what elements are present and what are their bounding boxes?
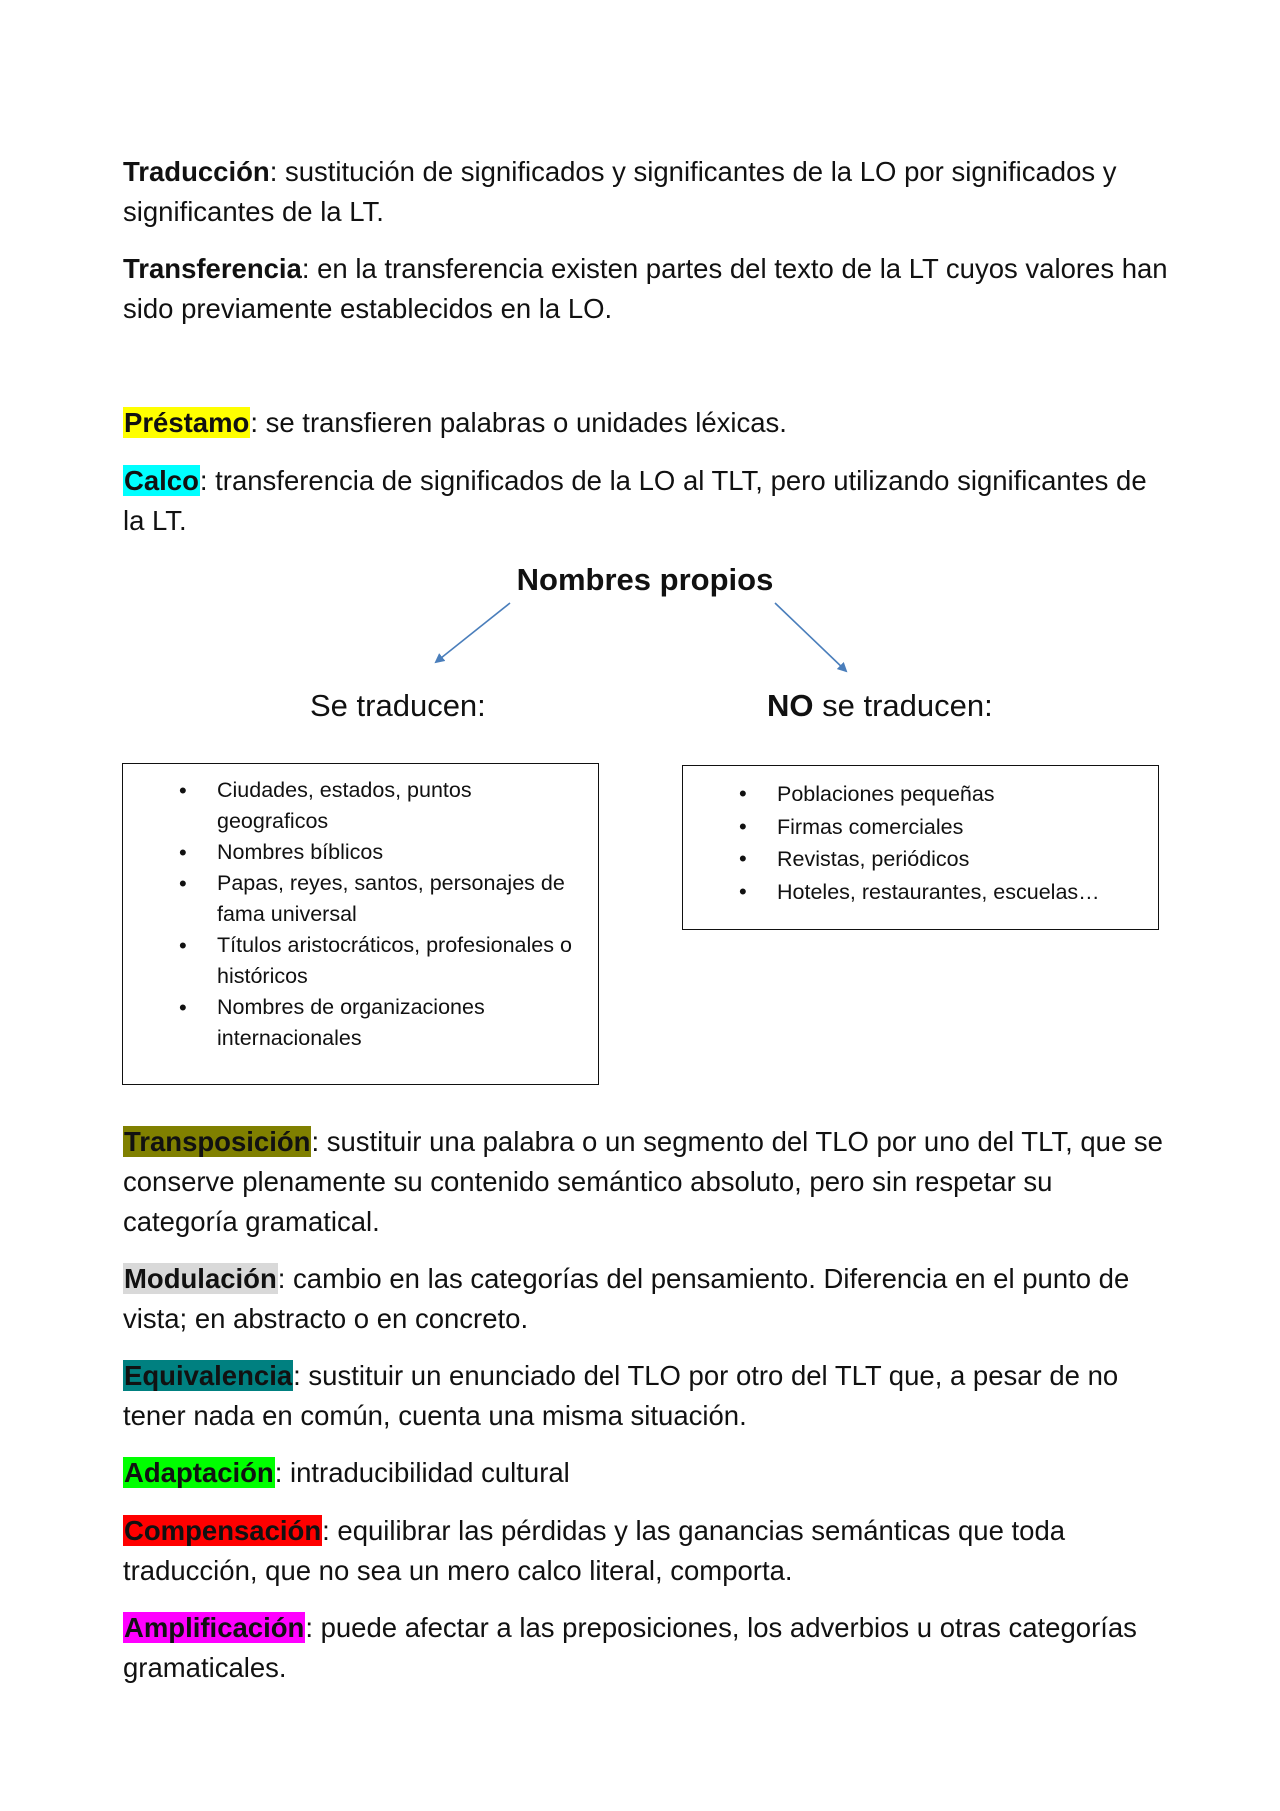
term-transposicion: Transposición — [124, 1126, 311, 1157]
list-item-text: Hoteles, restaurantes, escuelas… — [777, 879, 1100, 904]
term-equivalencia: Equivalencia — [124, 1360, 293, 1391]
bullet-icon: • — [739, 846, 747, 871]
definition-equivalencia — [123, 1356, 1168, 1436]
definition-text: : en la transferencia existen partes del texto de la LT cuyos valores han sido previamente establecidos en la LO. — [123, 253, 1168, 324]
term-prestamo: Préstamo — [124, 407, 250, 438]
bullet-icon: • — [179, 778, 187, 803]
term-calco: Calco — [124, 465, 199, 496]
box-no-se-traducen — [682, 765, 1159, 930]
bullet-icon: • — [179, 871, 187, 896]
list-item-text: Papas, reyes, santos, personajes de fama universal — [217, 871, 565, 926]
definition-text: : equilibrar las pérdidas y las ganancias semánticas que toda traducción, que no sea un mero calco literal, comporta. — [123, 1515, 1066, 1586]
definition-transposicion — [123, 1122, 1168, 1242]
list-item-text: Títulos aristocráticos, profesionales o históricos — [217, 933, 572, 988]
heading-no-rest: se traducen: — [813, 688, 993, 723]
list-item — [123, 930, 598, 992]
list-no-se-traducen — [683, 766, 1158, 908]
definition-amplificacion — [123, 1608, 1168, 1688]
list-item-text: Ciudades, estados, puntos geograficos — [217, 778, 472, 833]
definition-text: : transferencia de significados de la LO al TLT, pero utilizando significantes de la LT. — [123, 465, 1147, 536]
definition-text: : sustituir un enunciado del TLO por otro del TLT que, a pesar de no tener nada en común, cuenta una misma situación. — [123, 1360, 1119, 1431]
heading-se-traducen: Se traducen: — [310, 688, 486, 723]
list-item — [123, 868, 598, 930]
list-item — [683, 843, 1158, 876]
list-item — [683, 811, 1158, 844]
diagram-title: Nombres propios — [516, 562, 774, 597]
bullet-icon: • — [739, 813, 747, 839]
term-amplificacion: Amplificación — [124, 1612, 305, 1643]
list-item — [683, 778, 1158, 811]
list-item-text: Nombres bíblicos — [217, 840, 384, 864]
definition-compensacion — [123, 1511, 1168, 1591]
list-item-text: Poblaciones pequeñas — [777, 782, 995, 806]
list-item — [123, 992, 598, 1054]
heading-no-se-traducen — [767, 686, 993, 726]
list-item — [123, 775, 598, 837]
definition-text: : puede afectar a las preposiciones, los adverbios u otras categorías gramaticales. — [123, 1612, 1137, 1683]
box-se-traducen — [122, 763, 599, 1085]
term-transferencia: Transferencia — [123, 253, 302, 284]
definition-text: : sustituir una palabra o un segmento del TLO por uno del TLT, que se conserve plenamente su contenido semántico absoluto, pero sin respetar su categoría gramatical. — [123, 1126, 1163, 1237]
term-modulacion: Modulación — [124, 1263, 277, 1294]
definition-text: : intraducibilidad cultural — [274, 1457, 570, 1488]
bullet-icon: • — [739, 781, 747, 806]
bullet-icon: • — [179, 840, 187, 865]
list-item — [123, 837, 598, 868]
definition-modulacion — [123, 1259, 1168, 1339]
definition-text: : cambio en las categorías del pensamiento. Diferencia en el punto de vista; en abstracto o en concreto. — [123, 1263, 1130, 1334]
definition-text: : sustitución de significados y significantes de la LO por significados y significantes de la LT. — [123, 156, 1117, 227]
list-item — [683, 876, 1158, 909]
heading-no-bold: NO — [767, 688, 814, 723]
definition-adaptacion — [123, 1453, 1168, 1493]
list-item-text: Revistas, periódicos — [777, 847, 970, 871]
list-item-text: Firmas comerciales — [777, 814, 964, 839]
list-item-text: Nombres de organizaciones internacionales — [217, 995, 485, 1050]
bullet-icon: • — [739, 878, 747, 904]
arrow-right — [775, 603, 846, 671]
term-adaptacion: Adaptación — [124, 1457, 274, 1488]
list-se-traducen — [123, 764, 598, 1054]
arrow-left — [436, 603, 510, 662]
term-traduccion: Traducción — [123, 156, 270, 187]
definition-text: : se transfieren palabras o unidades léxicas. — [250, 407, 787, 438]
bullet-icon: • — [179, 995, 187, 1020]
bullet-icon: • — [179, 933, 187, 958]
term-compensacion: Compensación — [124, 1515, 322, 1546]
